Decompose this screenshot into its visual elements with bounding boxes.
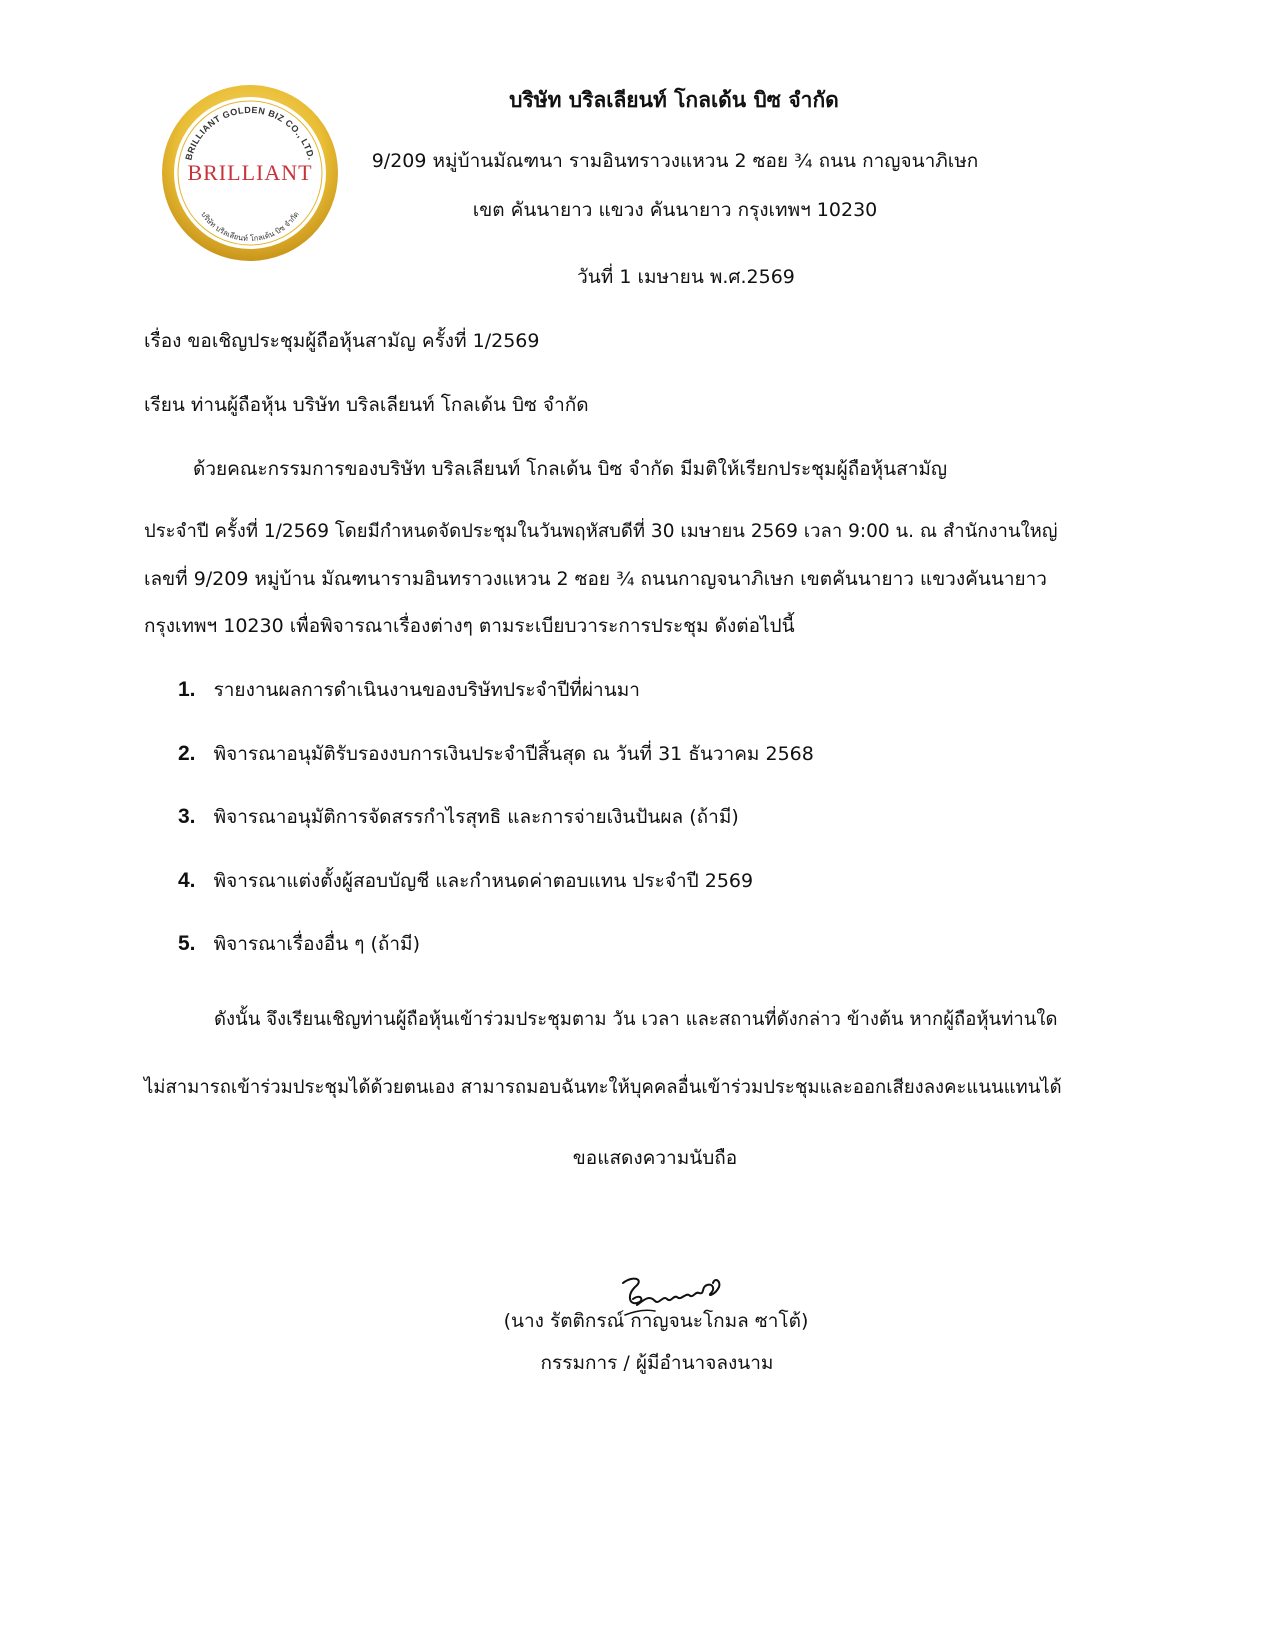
logo-brand: BRILLIANT [187, 160, 313, 185]
subject-line: เรื่อง ขอเชิญประชุมผู้ถือหุ้นสามัญ ครั้งที่ 1/2569 [144, 330, 540, 352]
logo-bottom-ring-text: บริษัท บริลเลียนท์ โกลเด้น บิซ จำกัด [199, 209, 301, 244]
recipient-line: เรียน ท่านผู้ถือหุ้น บริษัท บริลเลียนท์ โกลเด้น บิซ จำกัด [144, 394, 589, 416]
agenda-item-text: พิจารณาอนุมัติการจัดสรรกำไรสุทธิ และการจ่ายเงินปันผล (ถ้ามี) [213, 806, 739, 828]
agenda-item [178, 675, 640, 705]
closing-line-2: ไม่สามารถเข้าร่วมประชุมได้ด้วยตนเอง สามารถมอบฉันทะให้บุคคลอื่นเข้าร่วมประชุมและออกเสียงลงคะแนนแทนได้ [144, 1077, 1062, 1098]
company-name: บริษัท บริลเลียนท์ โกลเด้น บิซ จำกัด [509, 88, 839, 112]
agenda-item-text: รายงานผลการดำเนินงานของบริษัทประจำปีที่ผ่านมา [213, 679, 640, 701]
agenda-item [178, 929, 420, 959]
signatory-position: กรรมการ / ผู้มีอำนาจลงนาม [540, 1352, 774, 1374]
logo-top-ring-text: BRILLIANT GOLDEN BIZ CO., LTD. [183, 104, 317, 162]
body-line-1: ด้วยคณะกรรมการของบริษัท บริลเลียนท์ โกลเด้น บิซ จำกัด มีมติให้เรียกประชุมผู้ถือหุ้นสามัญ [193, 458, 948, 480]
agenda-item-number: 2. [178, 742, 196, 765]
agenda-item-number: 4. [178, 869, 196, 892]
company-logo [160, 83, 340, 263]
signatory-name: (นาง รัตติกรณ์ กาญจนะโกมล ซาโต้) [503, 1310, 809, 1332]
regards-text: ขอแสดงความนับถือ [572, 1147, 738, 1169]
agenda-item [178, 866, 753, 896]
letter-date: วันที่ 1 เมษายน พ.ศ.2569 [577, 266, 795, 288]
agenda-item [178, 802, 739, 832]
agenda-item-number: 1. [178, 678, 196, 701]
body-line-3: เลขที่ 9/209 หมู่บ้าน มัณฑนารามอินทราวงแหวน 2 ซอย ¾ ถนนกาญจนาภิเษก เขตคันนายาว แขวงคันนายาว [144, 568, 1047, 590]
address-line-1: 9/209 หมู่บ้านมัณฑนา รามอินทราวงแหวน 2 ซอย ¾ ถนน กาญจนาภิเษก [371, 150, 979, 172]
closing-line-1: ดังนั้น จึงเรียนเชิญท่านผู้ถือหุ้นเข้าร่วมประชุมตาม วัน เวลา และสถานที่ดังกล่าว ข้างต้น หากผู้ถือหุ้นท่านใด [214, 1009, 1058, 1030]
body-line-4: กรุงเทพฯ 10230 เพื่อพิจารณาเรื่องต่างๆ ตามระเบียบวาระการประชุม ดังต่อไปนี้ [144, 615, 795, 637]
body-line-2: ประจำปี ครั้งที่ 1/2569 โดยมีกำหนดจัดประชุมในวันพฤหัสบดีที่ 30 เมษายน 2569 เวลา 9:00 น. ณ สำนักงานใหญ่ [144, 521, 1058, 542]
agenda-item [178, 739, 814, 769]
agenda-item-text: พิจารณาอนุมัติรับรองงบการเงินประจำปีสิ้นสุด ณ วันที่ 31 ธันวาคม 2568 [213, 743, 814, 765]
agenda-item-number: 3. [178, 805, 196, 828]
address-line-2: เขต คันนายาว แขวง คันนายาว กรุงเทพฯ 10230 [472, 199, 878, 221]
agenda-item-text: พิจารณาแต่งตั้งผู้สอบบัญชี และกำหนดค่าตอบแทน ประจำปี 2569 [213, 870, 754, 892]
agenda-item-text: พิจารณาเรื่องอื่น ๆ (ถ้ามี) [213, 933, 420, 955]
agenda-item-number: 5. [178, 932, 196, 955]
